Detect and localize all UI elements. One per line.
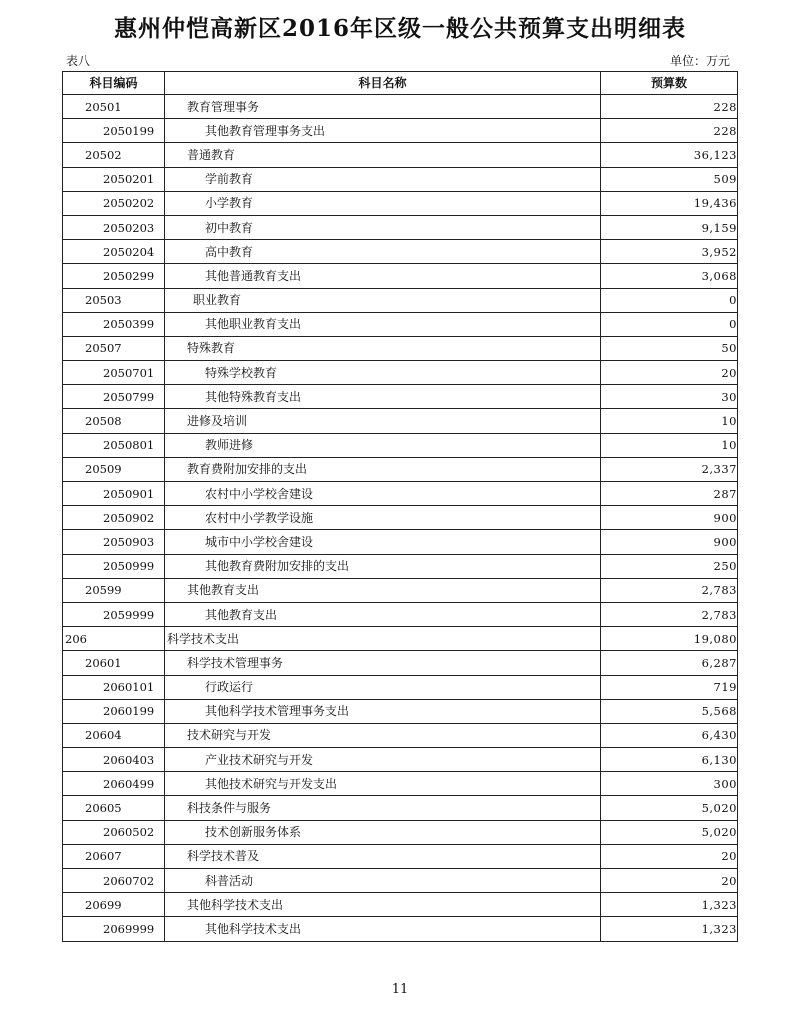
cell-name: 行政运行 (165, 675, 601, 699)
cell-amount: 287 (601, 482, 738, 506)
cell-amount: 5,568 (601, 699, 738, 723)
cell-code: 2060403 (63, 748, 165, 772)
cell-amount: 20 (601, 869, 738, 893)
cell-name: 技术研究与开发 (165, 723, 601, 747)
cell-amount: 5,020 (601, 796, 738, 820)
header-row (63, 72, 738, 95)
table-row (63, 869, 738, 893)
cell-name: 其他普通教育支出 (165, 264, 601, 288)
cell-amount: 19,436 (601, 191, 738, 215)
cell-name: 技术创新服务体系 (165, 820, 601, 844)
cell-name: 其他特殊教育支出 (165, 385, 601, 409)
cell-amount: 20 (601, 361, 738, 385)
cell-name: 其他教育管理事务支出 (165, 119, 601, 143)
cell-amount: 19,080 (601, 627, 738, 651)
cell-name: 其他科学技术管理事务支出 (165, 699, 601, 723)
table-row (63, 530, 738, 554)
cell-name: 小学教育 (165, 191, 601, 215)
table-row (63, 143, 738, 167)
table-row (63, 95, 738, 119)
unit-label: 单位：万元 (669, 54, 730, 68)
cell-amount: 2,783 (601, 578, 738, 602)
table-row (63, 917, 738, 941)
table-row (63, 336, 738, 360)
cell-code: 2060199 (63, 699, 165, 723)
cell-name: 学前教育 (165, 167, 601, 191)
cell-code: 2050903 (63, 530, 165, 554)
cell-code: 20604 (63, 723, 165, 747)
table-header (63, 72, 738, 95)
table-row (63, 796, 738, 820)
cell-code: 2050203 (63, 215, 165, 239)
table-row (63, 893, 738, 917)
table-row (63, 361, 738, 385)
cell-code: 2050801 (63, 433, 165, 457)
table-row (63, 675, 738, 699)
cell-amount: 6,130 (601, 748, 738, 772)
cell-code: 2050902 (63, 506, 165, 530)
cell-code: 20607 (63, 844, 165, 868)
budget-table (62, 71, 738, 942)
cell-name: 农村中小学教学设施 (165, 506, 601, 530)
table-row (63, 602, 738, 626)
cell-code: 20508 (63, 409, 165, 433)
cell-amount: 10 (601, 409, 738, 433)
header-name: 科目名称 (165, 72, 601, 95)
table-row (63, 627, 738, 651)
cell-name: 科技条件与服务 (165, 796, 601, 820)
cell-code: 20502 (63, 143, 165, 167)
cell-amount: 0 (601, 312, 738, 336)
cell-code: 2060702 (63, 869, 165, 893)
table-row (63, 578, 738, 602)
table-body (63, 95, 738, 942)
cell-name: 产业技术研究与开发 (165, 748, 601, 772)
table-row (63, 433, 738, 457)
table-row (63, 699, 738, 723)
cell-amount: 6,430 (601, 723, 738, 747)
table-row (63, 264, 738, 288)
table-row (63, 409, 738, 433)
cell-amount: 0 (601, 288, 738, 312)
cell-code: 20601 (63, 651, 165, 675)
cell-name: 特殊学校教育 (165, 361, 601, 385)
cell-name: 农村中小学校舍建设 (165, 482, 601, 506)
document-title: 惠州仲恺高新区2016年区级一般公共预算支出明细表 (113, 15, 686, 42)
cell-name: 进修及培训 (165, 409, 601, 433)
cell-name: 其他技术研究与开发支出 (165, 772, 601, 796)
cell-amount: 3,952 (601, 240, 738, 264)
cell-amount: 509 (601, 167, 738, 191)
table-row (63, 748, 738, 772)
table-row (63, 844, 738, 868)
table-row (63, 506, 738, 530)
cell-amount: 30 (601, 385, 738, 409)
table-row (63, 119, 738, 143)
cell-code: 2050701 (63, 361, 165, 385)
cell-name: 科学技术管理事务 (165, 651, 601, 675)
table-row (63, 820, 738, 844)
cell-code: 206 (63, 627, 165, 651)
table-row (63, 457, 738, 481)
table-row (63, 312, 738, 336)
cell-name: 科学技术普及 (165, 844, 601, 868)
cell-amount: 250 (601, 554, 738, 578)
cell-amount: 20 (601, 844, 738, 868)
cell-name: 初中教育 (165, 215, 601, 239)
cell-code: 20503 (63, 288, 165, 312)
table-row (63, 482, 738, 506)
cell-name: 特殊教育 (165, 336, 601, 360)
table-row (63, 240, 738, 264)
cell-name: 其他教育费附加安排的支出 (165, 554, 601, 578)
page-number: 11 (391, 982, 409, 997)
cell-code: 2050799 (63, 385, 165, 409)
cell-code: 20507 (63, 336, 165, 360)
table-label: 表八 (66, 54, 91, 68)
cell-code: 2069999 (63, 917, 165, 941)
table-row (63, 288, 738, 312)
table-row (63, 191, 738, 215)
table-row (63, 651, 738, 675)
cell-code: 2050204 (63, 240, 165, 264)
cell-name: 城市中小学校舍建设 (165, 530, 601, 554)
cell-code: 2050201 (63, 167, 165, 191)
cell-amount: 900 (601, 506, 738, 530)
cell-amount: 900 (601, 530, 738, 554)
cell-amount: 5,020 (601, 820, 738, 844)
cell-code: 2059999 (63, 602, 165, 626)
cell-code: 2060502 (63, 820, 165, 844)
cell-code: 20699 (63, 893, 165, 917)
cell-amount: 719 (601, 675, 738, 699)
cell-amount: 6,287 (601, 651, 738, 675)
cell-code: 2050202 (63, 191, 165, 215)
header-amount: 预算数 (601, 72, 738, 95)
cell-name: 其他职业教育支出 (165, 312, 601, 336)
cell-name: 其他科学技术支出 (165, 893, 601, 917)
cell-amount: 10 (601, 433, 738, 457)
cell-name: 职业教育 (165, 288, 601, 312)
cell-amount: 9,159 (601, 215, 738, 239)
cell-name: 教育管理事务 (165, 95, 601, 119)
table-row (63, 385, 738, 409)
table-row (63, 215, 738, 239)
cell-amount: 300 (601, 772, 738, 796)
cell-code: 2050399 (63, 312, 165, 336)
cell-amount: 50 (601, 336, 738, 360)
cell-code: 2050199 (63, 119, 165, 143)
cell-name: 教师进修 (165, 433, 601, 457)
cell-code: 2050299 (63, 264, 165, 288)
cell-name: 其他教育支出 (165, 602, 601, 626)
cell-code: 2060499 (63, 772, 165, 796)
cell-name: 其他教育支出 (165, 578, 601, 602)
cell-name: 教育费附加安排的支出 (165, 457, 601, 481)
cell-name: 普通教育 (165, 143, 601, 167)
cell-code: 20509 (63, 457, 165, 481)
cell-name: 其他科学技术支出 (165, 917, 601, 941)
cell-amount: 228 (601, 119, 738, 143)
cell-name: 高中教育 (165, 240, 601, 264)
cell-amount: 2,783 (601, 602, 738, 626)
header-code: 科目编码 (63, 72, 165, 95)
cell-code: 2050999 (63, 554, 165, 578)
cell-amount: 3,068 (601, 264, 738, 288)
cell-amount: 2,337 (601, 457, 738, 481)
cell-name: 科学技术支出 (165, 627, 601, 651)
cell-code: 20605 (63, 796, 165, 820)
cell-code: 2050901 (63, 482, 165, 506)
table-row (63, 723, 738, 747)
cell-amount: 228 (601, 95, 738, 119)
table-row (63, 167, 738, 191)
table-row (63, 554, 738, 578)
cell-code: 2060101 (63, 675, 165, 699)
cell-amount: 36,123 (601, 143, 738, 167)
cell-amount: 1,323 (601, 893, 738, 917)
cell-amount: 1,323 (601, 917, 738, 941)
cell-code: 20501 (63, 95, 165, 119)
cell-name: 科普活动 (165, 869, 601, 893)
table-row (63, 772, 738, 796)
cell-code: 20599 (63, 578, 165, 602)
